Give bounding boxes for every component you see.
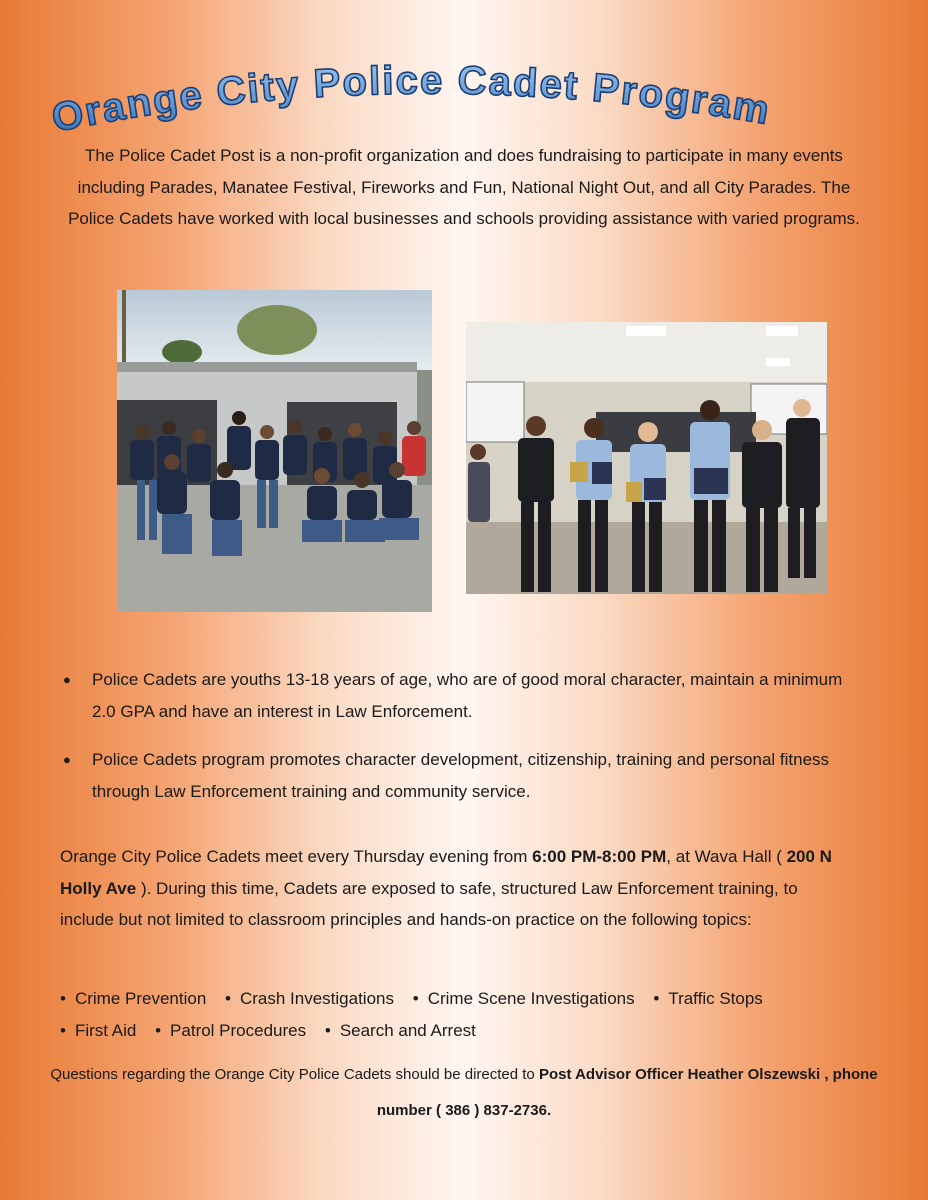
eligibility-list bbox=[60, 664, 860, 824]
intro-paragraph: The Police Cadet Post is a non-profit organization and does fundraising to participate in many events including Parades, Manatee Festival, Fireworks and Fun, National Night Out, and all City Parades. The Police Cadets have worked with local businesses and schools providing assistance with varied programs. bbox=[68, 146, 860, 228]
photo-graduation-ceremony bbox=[466, 322, 827, 594]
list-item-text: Police Cadets program promotes character development, citizenship, training and personal fitness through Law Enforcement training and community service. bbox=[92, 750, 830, 801]
topic-item: • First Aid bbox=[60, 1020, 137, 1040]
topics-list bbox=[60, 983, 860, 1046]
topic-item: • Crime Prevention bbox=[60, 989, 207, 1008]
topic-item: • Crash Investigations bbox=[225, 989, 394, 1008]
meeting-time: 6:00 PM-8:00 PM bbox=[532, 847, 667, 866]
topic-item: • Crime Scene Investigations bbox=[412, 989, 635, 1008]
photo-cadets-group bbox=[117, 290, 432, 612]
list-item: ● Police Cadets are youths 13-18 years of age, who are of good moral character, maintain a minimum 2.0 GPA and have an interest in Law Enforcement. bbox=[63, 670, 843, 721]
topic-item: • Patrol Procedures bbox=[155, 1020, 307, 1040]
contact-advisor: Post Advisor Officer Heather Olszewski , phone number ( 386 ) 837-2736. bbox=[376, 1066, 878, 1119]
topic-item: • Search and Arrest bbox=[324, 1020, 476, 1040]
topic-item: • Traffic Stops bbox=[653, 989, 763, 1008]
meeting-address: 200 N Holly Ave bbox=[60, 847, 832, 898]
page-title bbox=[0, 40, 928, 140]
contact-info: Questions regarding the Orange City Police Cadets should be directed to Post Advisor Officer Heather Olszewski , phone number ( 386 ) 837-2736. bbox=[50, 1066, 878, 1119]
title-wordart bbox=[0, 40, 928, 140]
title-text: Orange City Police Cadet Program bbox=[48, 58, 775, 140]
list-item-text: Police Cadets are youths 13-18 years of age, who are of good moral character, maintain a minimum 2.0 GPA and have an interest in Law Enforcement. bbox=[92, 670, 843, 721]
list-item: ● Police Cadets program promotes character development, citizenship, training and personal fitness through Law Enforcement training and community service. bbox=[63, 750, 830, 801]
meeting-paragraph: Orange City Police Cadets meet every Thursday evening from 6:00 PM-8:00 PM, at Wava Hall ( 200 N Holly Ave ). During this time, Cadets are exposed to safe, structured Law Enforcement training, to include but not limited to classroom principles and hands-on practice on the following topics: bbox=[60, 847, 832, 929]
